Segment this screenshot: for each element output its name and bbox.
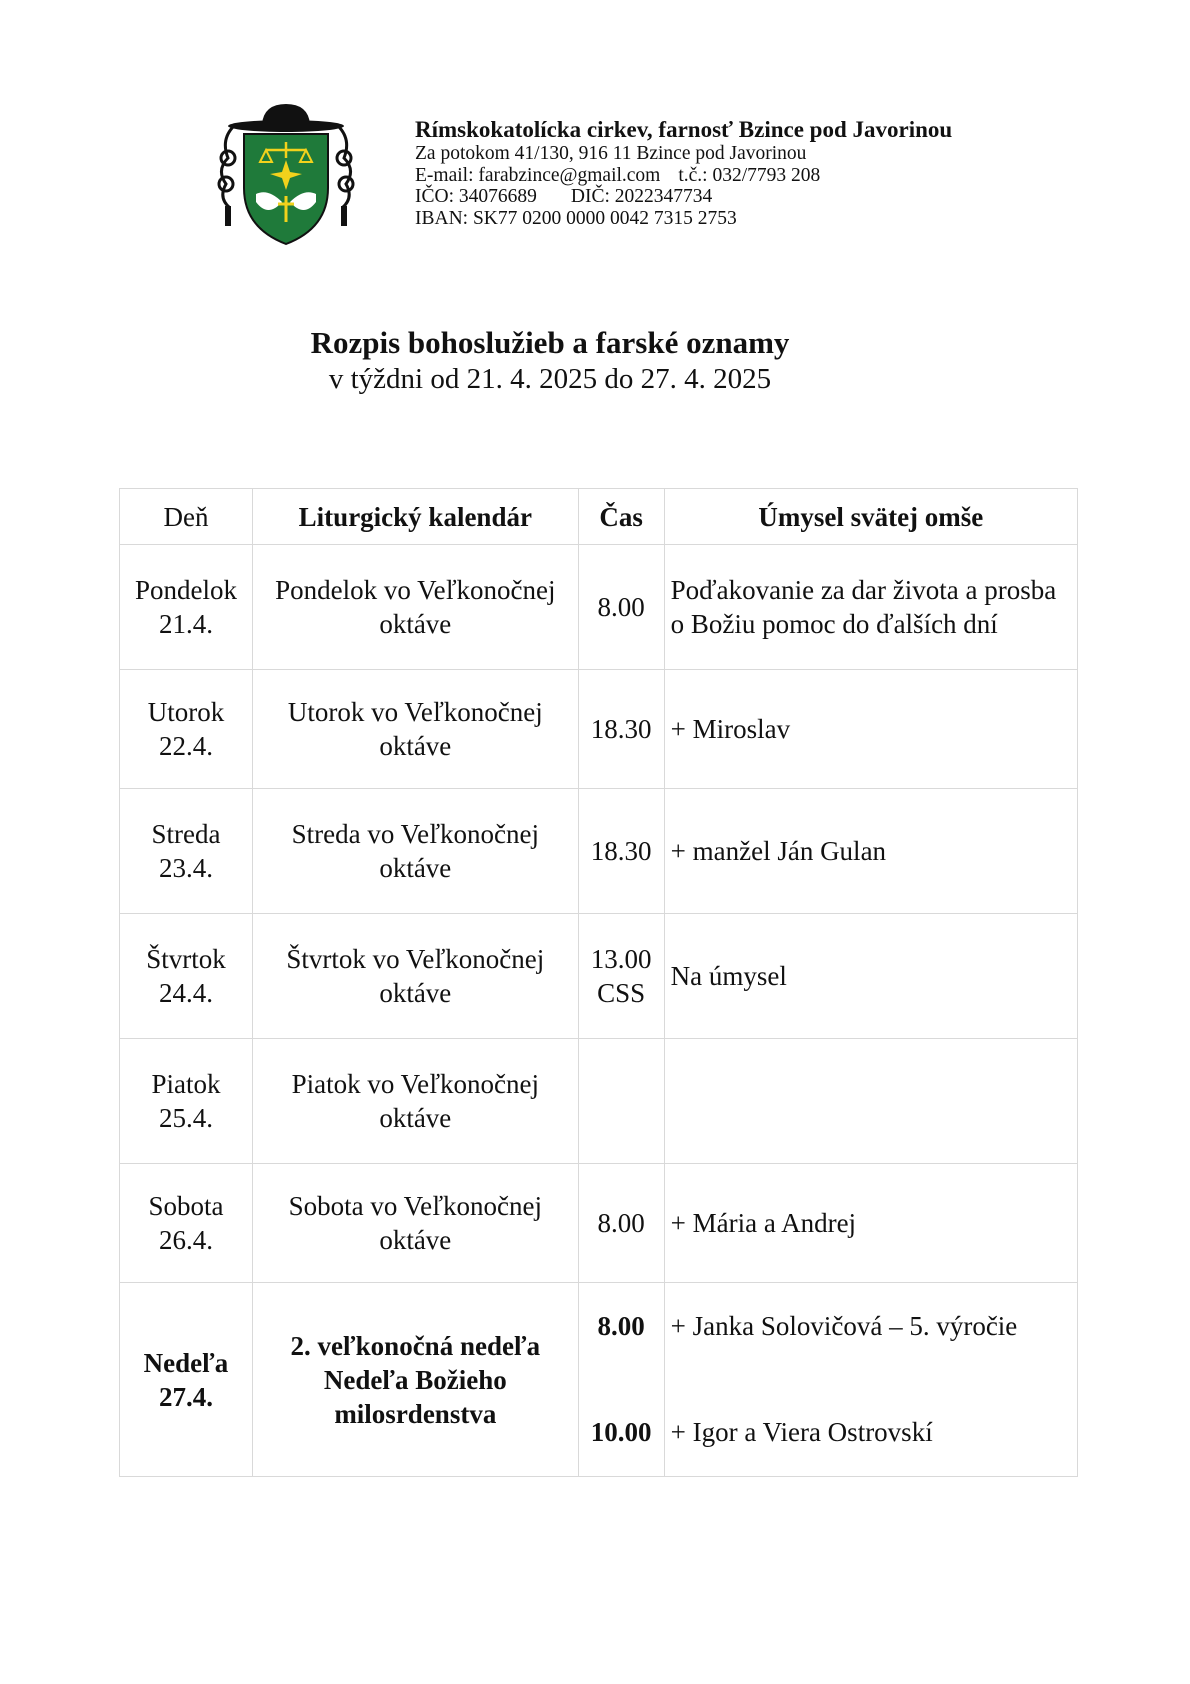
liturgy-cell: Sobota vo Veľkonočnej oktáve: [252, 1164, 578, 1283]
day-date: 24.4.: [158, 978, 213, 1008]
day-date: 23.4.: [158, 853, 213, 883]
intention-value: + Janka Solovičová – 5. výročie: [670, 1310, 1018, 1341]
day-cell: [120, 1283, 253, 1477]
day-date: 22.4.: [158, 731, 213, 761]
time-cell: 18.30: [578, 789, 664, 914]
table-row: [120, 789, 1078, 914]
table-row: [120, 670, 1078, 789]
day-name: Piatok: [151, 1069, 221, 1099]
time-cell: 8.00: [578, 545, 664, 670]
time-value: 10.00: [590, 1416, 652, 1447]
table-row: [120, 1039, 1078, 1164]
parish-crest-icon: [210, 98, 362, 250]
day-date: 25.4.: [158, 1103, 213, 1133]
title-main: Rozpis bohoslužieb a farské oznamy: [310, 325, 790, 360]
intention-cell: + Miroslav: [664, 670, 1077, 789]
time-cell: [578, 1039, 664, 1164]
day-cell: [120, 1039, 253, 1164]
parish-address: Za potokom 41/130, 916 11 Bzince pod Javorinou: [415, 143, 807, 164]
sunday-liturgy-feast: Nedeľa Božieho milosrdenstva: [323, 1364, 507, 1429]
sunday-liturgy-title: 2. veľkonočná nedeľa: [290, 1330, 541, 1361]
intention-cell: Na úmysel: [664, 914, 1077, 1039]
liturgy-cell: Štvrtok vo Veľkonočnej oktáve: [252, 914, 578, 1039]
liturgy-cell: Utorok vo Veľkonočnej oktáve: [252, 670, 578, 789]
id-row: [415, 186, 952, 208]
title-week: v týždni od 21. 4. 2025 do 27. 4. 2025: [328, 363, 772, 395]
day-cell: [120, 670, 253, 789]
day-name: Streda: [151, 819, 221, 849]
header-intention: Úmysel svätej omše: [664, 489, 1077, 545]
day-name: Štvrtok: [146, 944, 226, 974]
time-cell: [578, 1283, 664, 1477]
table-row: [120, 914, 1078, 1039]
day-name: Pondelok: [134, 575, 237, 605]
contact-row: [415, 165, 952, 187]
time-cell: [578, 914, 664, 1039]
header-time: Čas: [578, 489, 664, 545]
intention-cell: + manžel Ján Gulan: [664, 789, 1077, 914]
day-cell: [120, 1164, 253, 1283]
day-cell: [120, 545, 253, 670]
intention-cell: Poďakovanie za dar života a prosba o Božiu pomoc do ďalších dní: [664, 545, 1077, 670]
day-date: 26.4.: [158, 1225, 213, 1255]
liturgy-cell: Piatok vo Veľkonočnej oktáve: [252, 1039, 578, 1164]
table-header-row: [120, 489, 1078, 545]
parish-phone: t.č.: 032/7793 208: [678, 164, 821, 186]
day-cell: [120, 914, 253, 1039]
time-cell: 8.00: [578, 1164, 664, 1283]
parish-dic: DIČ: 2022347734: [570, 186, 713, 207]
page-title: [0, 325, 1100, 397]
parish-header: [415, 117, 952, 229]
parish-ico: IČO: 34076689: [415, 186, 537, 207]
table-row: [120, 1164, 1078, 1283]
table-row: [120, 545, 1078, 670]
intention-cell: [664, 1039, 1077, 1164]
intention-cell: [664, 1283, 1077, 1477]
time-value: 13.00: [590, 944, 652, 974]
intention-cell: + Mária a Andrej: [664, 1164, 1077, 1283]
time-note: CSS: [597, 978, 646, 1008]
day-name: Utorok: [147, 697, 225, 727]
liturgy-cell: [252, 1283, 578, 1477]
time-cell: 18.30: [578, 670, 664, 789]
parish-iban: IBAN: SK77 0200 0000 0042 7315 2753: [415, 207, 737, 229]
day-cell: [120, 789, 253, 914]
header-day: Deň: [120, 489, 253, 545]
day-date: 21.4.: [158, 609, 213, 639]
intention-value: + Igor a Viera Ostrovskí: [670, 1416, 933, 1447]
header-liturgy: Liturgický kalendár: [252, 489, 578, 545]
day-name: Sobota: [148, 1191, 224, 1221]
table-row-sunday: [120, 1283, 1078, 1477]
parish-email: E-mail: farabzince@gmail.com: [415, 164, 661, 186]
time-value: 8.00: [597, 1310, 645, 1341]
day-date: 27.4.: [158, 1381, 213, 1412]
liturgy-cell: Pondelok vo Veľkonočnej oktáve: [252, 545, 578, 670]
liturgy-cell: Streda vo Veľkonočnej oktáve: [252, 789, 578, 914]
day-name: Nedeľa: [143, 1347, 229, 1378]
parish-name: Rímskokatolícka cirkev, farnosť Bzince pod Javorinou: [415, 117, 953, 142]
mass-schedule-table: [119, 488, 1078, 1477]
